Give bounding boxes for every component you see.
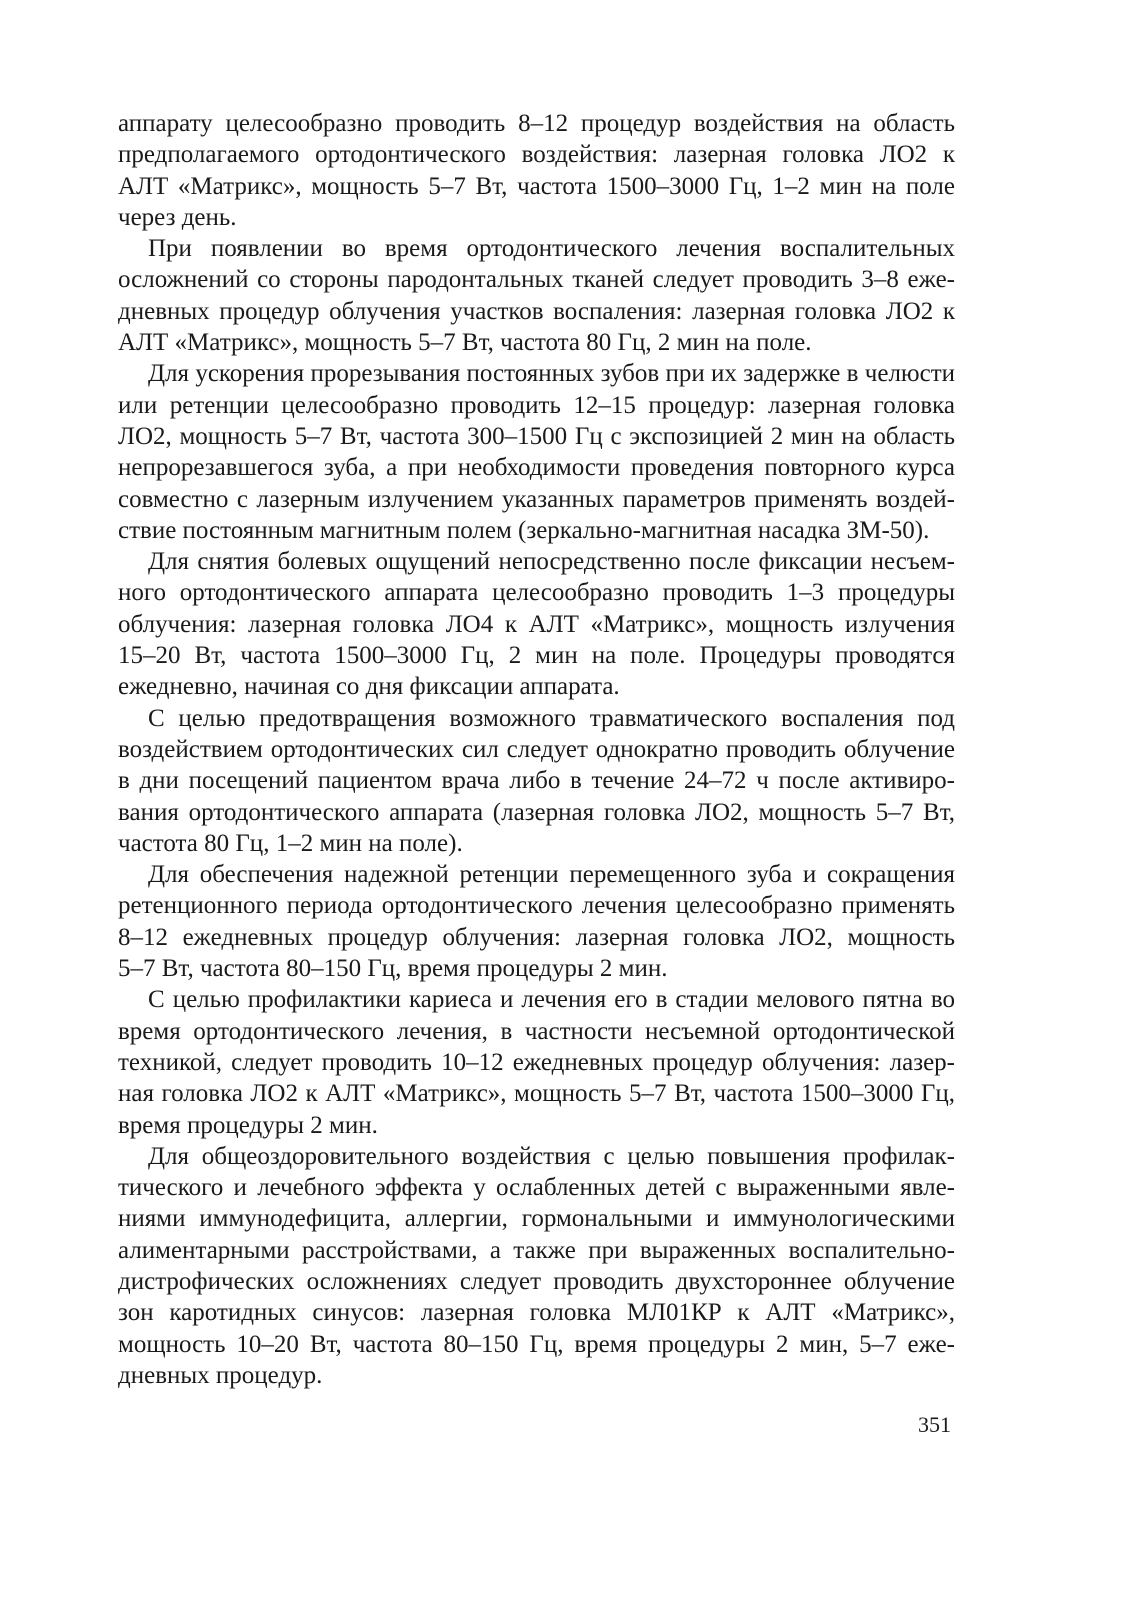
paragraph-2 [118, 233, 955, 358]
text-line: непрорезавшегося зуба, а при необходимости проведения повторного курса [118, 454, 955, 482]
paragraph-4 [118, 546, 955, 702]
text-line: ретенционного периода ортодонтического лечения целесообразно применять [118, 892, 955, 920]
text-line: зон каротидных синусов: лазерная головка МЛ01КР к АЛТ «Матрикс», [118, 1299, 955, 1327]
paragraph-7 [118, 984, 955, 1140]
text-line: или ретенции целесообразно проводить 12–15 процедур: лазерная головка [118, 391, 955, 419]
text-line: совместно с лазерным излучением указанных параметров применять воздей- [118, 485, 955, 513]
text-line: частота 80 Гц, 1–2 мин на поле). [118, 829, 463, 857]
paragraph-6 [118, 859, 955, 984]
text-line: 8–12 ежедневных процедур облучения: лазерная головка ЛО2, мощность [118, 923, 955, 951]
text-line: воздействием ортодонтических сил следует однократно проводить облучение [118, 735, 955, 763]
text-line: АЛТ «Матрикс», мощность 5–7 Вт, частота 80 Гц, 2 мин на поле. [118, 329, 812, 357]
text-line: С целью предотвращения возможного травматического воспаления под [148, 704, 955, 732]
text-line: время ортодонтического лечения, в частности несъемной ортодонтической [118, 1017, 955, 1045]
text-line: При появлении во время ортодонтического лечения воспалительных [148, 235, 955, 263]
text-line: ЛО2, мощность 5–7 Вт, частота 300–1500 Гц с экспозицией 2 мин на область [118, 422, 955, 450]
text-line: Для обеспечения надежной ретенции перемещенного зуба и сокращения [148, 861, 955, 889]
paragraph-5 [118, 703, 955, 859]
text-line: дневных процедур облучения участков воспаления: лазерная головка ЛО2 к [118, 297, 955, 325]
body-text [118, 108, 955, 1391]
text-line: через день. [118, 203, 237, 231]
text-line: ниями иммунодефицита, аллергии, гормональными и иммунологическими [118, 1205, 955, 1233]
text-line: АЛТ «Матрикс», мощность 5–7 Вт, частота 1500–3000 Гц, 1–2 мин на поле [118, 172, 955, 200]
paragraph-3 [118, 358, 955, 546]
text-line: время процедуры 2 мин. [118, 1111, 378, 1139]
text-line: предполагаемого ортодонтического воздействия: лазерная головка ЛО2 к [118, 141, 955, 169]
text-line: дневных процедур. [118, 1361, 323, 1389]
text-line: тического и лечебного эффекта у ослабленных детей с выраженными явле- [118, 1174, 955, 1202]
paragraph-8 [118, 1141, 955, 1391]
text-line: алиментарными расстройствами, а также при выраженных воспалительно- [118, 1236, 955, 1264]
text-line: Для ускорения прорезывания постоянных зубов при их задержке в челюсти [148, 360, 955, 388]
paragraph-1 [118, 108, 955, 233]
text-line: техникой, следует проводить 10–12 ежедневных процедур облучения: лазер- [118, 1048, 955, 1076]
text-line: 5–7 Вт, частота 80–150 Гц, время процедуры 2 мин. [118, 955, 668, 983]
text-line: в дни посещений пациентом врача либо в течение 24–72 ч после активиро- [118, 767, 955, 795]
text-line: осложнений со стороны пародонтальных тканей следует проводить 3–8 еже- [118, 266, 955, 294]
text-line: облучения: лазерная головка ЛО4 к АЛТ «Матрикс», мощность излучения [118, 610, 955, 638]
text-line: ежедневно, начиная со дня фиксации аппарата. [118, 673, 620, 701]
text-line: С целью профилактики кариеса и лечения его в стадии мелового пятна во [148, 986, 955, 1014]
text-line: ная головка ЛО2 к АЛТ «Матрикс», мощность 5–7 Вт, частота 1500–3000 Гц, [118, 1080, 955, 1108]
text-line: Для снятия болевых ощущений непосредственно после фиксации несъем- [148, 548, 955, 576]
text-line: ствие постоянным магнитным полем (зеркально-магнитная насадка ЗМ-50). [118, 516, 930, 544]
text-line: 15–20 Вт, частота 1500–3000 Гц, 2 мин на поле. Процедуры проводятся [118, 642, 955, 670]
text-line: вания ортодонтического аппарата (лазерная головка ЛО2, мощность 5–7 Вт, [118, 798, 955, 826]
text-line: аппарату целесообразно проводить 8–12 процедур воздействия на область [118, 110, 955, 137]
text-line: Для общеоздоровительного воздействия с целью повышения профилак- [148, 1142, 955, 1170]
text-line: ного ортодонтического аппарата целесообразно проводить 1–3 процедуры [118, 579, 955, 607]
text-line: дистрофических осложнениях следует проводить двухстороннее облучение [118, 1267, 955, 1295]
page-number: 351 [918, 1412, 951, 1437]
text-line: мощность 10–20 Вт, частота 80–150 Гц, время процедуры 2 мин, 5–7 еже- [118, 1330, 955, 1358]
